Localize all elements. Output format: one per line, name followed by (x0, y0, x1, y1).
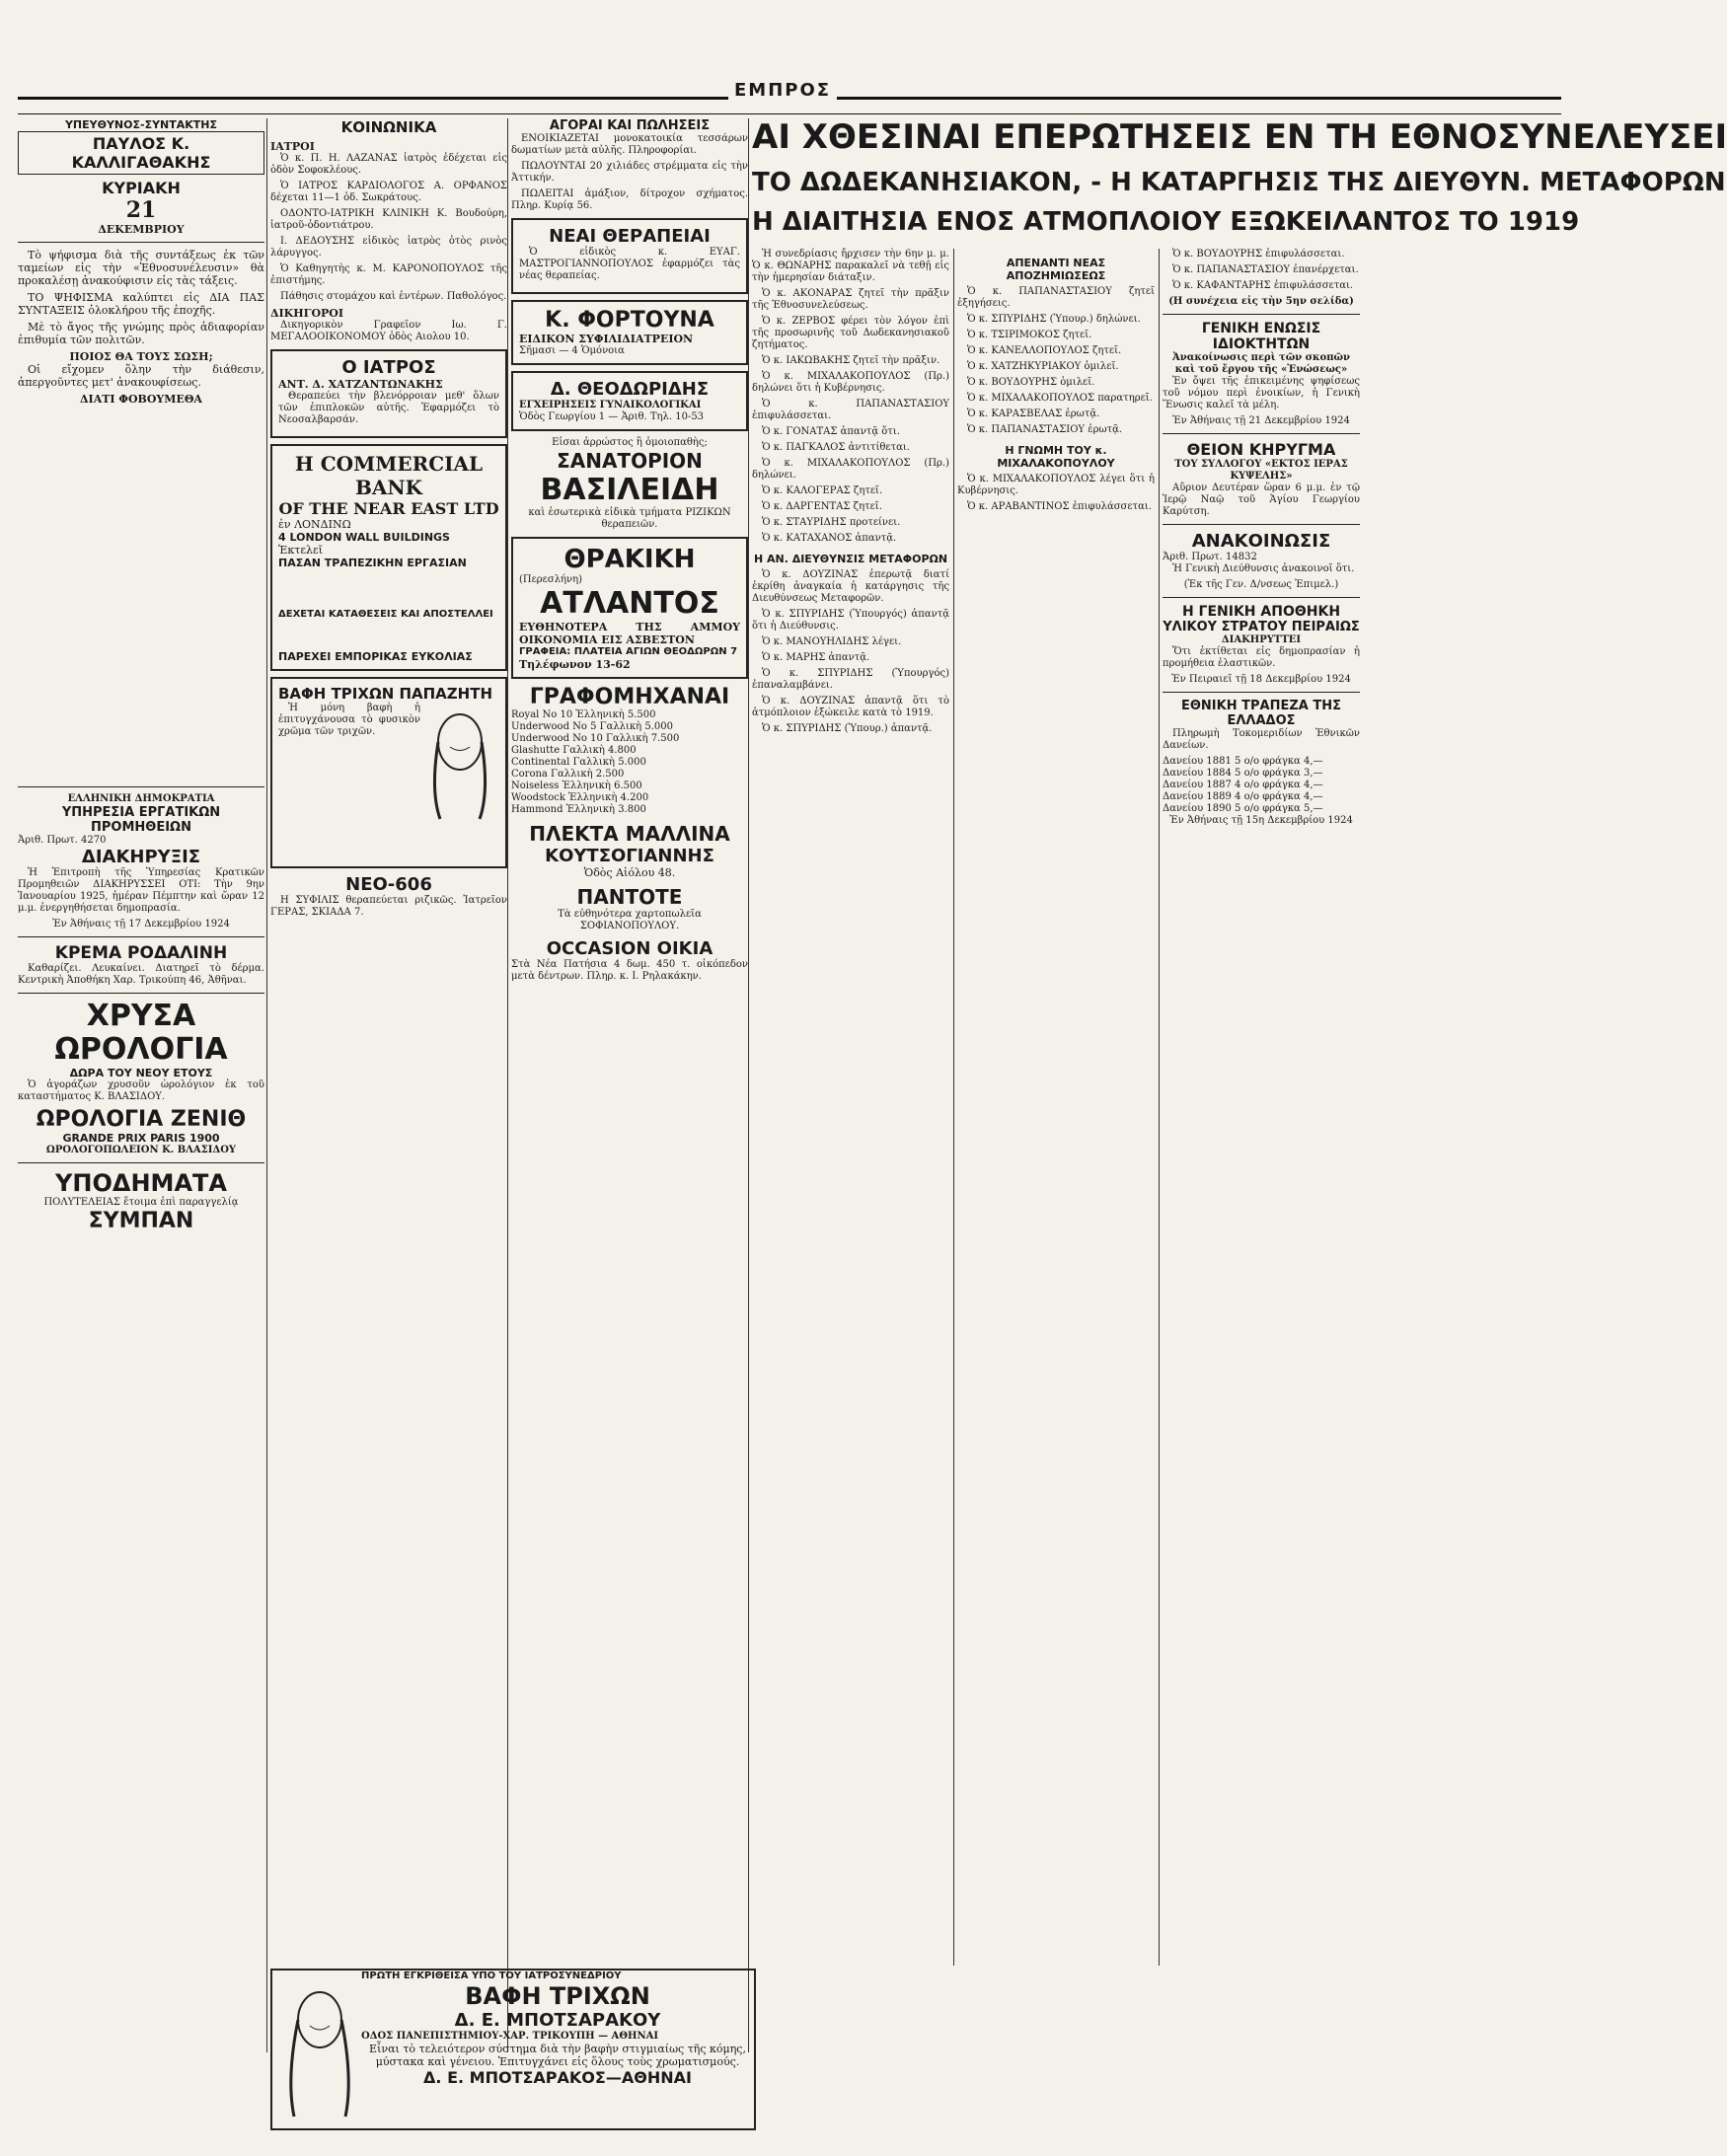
news-paragraph: Ὁ κ. ΑΡΑΒΑΝΤΙΝΟΣ ἐπιφυλάσσεται. (967, 501, 1152, 512)
sanatorium-body: καὶ ἐσωτερικὰ εἰδικὰ τμήματα ΡΙΖΙΚΩΝ θεραπειῶν. (528, 507, 731, 530)
section-doctors: ΙΑΤΡΟΙ (270, 140, 315, 153)
army-depot-heading: ΔΙΑΚΗΡΥΤΤΕΙ (1221, 634, 1302, 645)
news-paragraph: Ὁ κ. ΑΚΟΝΑΡΑΣ ζητεῖ τὴν πρᾶξιν τῆς Ἐθνοσυνελεύσεως. (752, 288, 949, 311)
bottom-ad-address: ΟΔΟΣ ΠΑΝΕΠΙΣΤΗΜΙΟΥ-ΧΑΡ. ΤΡΙΚΟΥΠΗ — ΑΘΗΝΑΙ (361, 2031, 659, 2042)
hair-dye-title: ΒΑΦΗ ΤΡΙΧΩΝ ΠΑΠΑΖΗΤΗ (278, 685, 493, 703)
bottom-ad-title: ΒΑΦΗ ΤΡΙΧΩΝ (465, 1982, 650, 2010)
col1-paragraph: Μὲ τὸ ἄγος τῆς γνώμης πρὸς ἀδιαφορίαν ἐπιθυμία τῶν πολιτῶν. (18, 321, 264, 346)
doctor-entry: Πάθησις στομάχου καὶ ἐντέρων. Παθολόγος. (280, 291, 507, 302)
news-column-1 (752, 249, 949, 739)
national-bank-body: Πληρωμὴ Τοκομεριδίων Ἐθνικῶν Δανείων. (1163, 728, 1360, 751)
news-paragraph: Ὁ κ. ΜΙΧΑΛΑΚΟΠΟΥΛΟΣ (Πρ.) δηλώνει ὅτι ἡ Κυβέρνησις. (752, 371, 949, 394)
typewriters-list (511, 709, 748, 816)
news-paragraph: Ὁ κ. ΣΠΥΡΙΔΗΣ (Ὑπουργός) ἐπαναλαμβάνει. (752, 668, 949, 691)
news-paragraph: Ὁ κ. ΧΑΤΖΗΚΥΡΙΑΚΟΥ ὁμιλεῖ. (967, 361, 1119, 372)
news-paragraph: Ὁ κ. ΓΟΝΑΤΑΣ ἀπαντᾷ ὅτι. (762, 426, 900, 437)
neo606-body: Η ΣΥΦΙΛΙΣ θεραπεύεται ριζικῶς. Ἰατρεῖον ΓΕΡΑΣ, ΣΚΙΑΔΑ 7. (270, 895, 507, 918)
union-body: Ἐν ὄψει τῆς ἐπικειμένης ψηφίσεως τοῦ νόμου περὶ ἐνοικίων, ἡ Γενικὴ Ἕνωσις καλεῖ τὰ μέλη. (1163, 376, 1360, 410)
bank-city: ἐν ΛΟΝΔΙΝΩ (278, 518, 351, 531)
bottom-ad-name: Δ. Ε. ΜΠΟΤΣΑΡΑΚΟΥ (454, 2010, 661, 2031)
col1-question: ΔΙΑΤΙ ΦΟΒΟΥΜΕΘΑ (80, 393, 202, 406)
date-number: 21 (125, 197, 157, 223)
bank-row: Δανείου 1889 4 ο/ο φράγκα 4,— (1163, 791, 1323, 802)
doctor-entry: ΟΔΟΝΤΟ-ΙΑΤΡΙΚΗ ΚΛΙΝΙΚΗ Κ. Βουδούρη, ἰατροῦ-ὀδοντιάτρου. (270, 208, 507, 231)
news-paragraph: Ὁ κ. ΒΟΥΔΟΥΡΗΣ ὁμιλεῖ. (967, 377, 1095, 388)
news-paragraph: Ὁ κ. ΣΤΑΥΡΙΔΗΣ προτείνει. (762, 517, 901, 528)
bank-row: Δανείου 1884 5 ο/ο φράγκα 3,— (1163, 768, 1323, 779)
section-markets: ΑΓΟΡΑΙ ΚΑΙ ΠΩΛΗΣΕΙΣ (549, 118, 711, 133)
column-1 (18, 118, 264, 1233)
thraki-title: ΘΡΑΚΙΚΗ (563, 545, 696, 574)
section-social: ΚΟΙΝΩΝΙΚΑ (340, 118, 437, 136)
news-paragraph: Ὁ κ. ΠΑΠΑΝΑΣΤΑΣΙΟΥ ἐπανέρχεται. (1172, 264, 1359, 275)
watch-ad-title: ΧΡΥΣΑ ΩΡΟΛΟΓΙΑ (54, 999, 228, 1067)
woman-portrait-icon (280, 1980, 359, 2119)
news-column-3 (1163, 249, 1360, 827)
army-depot-title: Η ΓΕΝΙΚΗ ΑΠΟΘΗΚΗ (1181, 604, 1341, 620)
sermon-body: Αὔριον Δευτέραν ὥραν 6 μ.μ. ἐν τῷ Ἱερῷ Ναῷ τοῦ Ἁγίου Γεωργίου Καρύτση. (1163, 483, 1360, 517)
column-3 (511, 118, 748, 983)
news-paragraph: Ὁ κ. ΚΑΦΑΝΤΑΡΗΣ ἐπιφυλάσσεται. (1172, 280, 1354, 291)
bank-row: Δανείου 1881 5 ο/ο φράγκα 4,— (1163, 756, 1323, 767)
typewriter-row: Underwood No 5 Γαλλικὴ 5.000 (511, 721, 673, 732)
bank-row: Δανείου 1887 4 ο/ο φράγκα 4,— (1163, 780, 1323, 790)
sanatorium-title: ΣΑΝΑΤΟΡΙΟΝ (557, 449, 703, 473)
zenith-shop: ΩΡΟΛΟΓΟΠΩΛΕΙΟΝ Κ. ΒΛΑΣΙΔΟΥ (45, 1145, 237, 1155)
bank-name-line2: OF THE NEAR EAST LTD (278, 499, 499, 518)
bottom-ad-footer: Δ. Ε. ΜΠΟΤΣΑΡΑΚΟΣ—ΑΘΗΝΑΙ (423, 2068, 692, 2087)
market-entry: ΠΩΛΟΥΝΤΑΙ 20 χιλιάδες στρέμματα εἰς τὴν Ἀττικήν. (511, 161, 748, 184)
editor-label: ΥΠΕΥΘΥΝΟΣ-ΣΥΝΤΑΚΤΗΣ (64, 118, 218, 131)
news-paragraph: Ὁ κ. ΜΙΧΑΛΑΚΟΠΟΥΛΟΣ λέγει ὅτι ἡ Κυβέρνησις. (957, 474, 1155, 496)
thraki-office: ΓΡΑΦΕΙΑ: ΠΛΑΤΕΙΑ ΑΓΙΩΝ ΘΕΟΔΩΡΩΝ 7 (519, 646, 738, 657)
bank-executes: Ἐκτελεῖ (278, 544, 324, 557)
typewriter-row: Glashutte Γαλλικὴ 4.800 (511, 745, 637, 756)
bank-address: 4 LONDON WALL BUILDINGS (278, 531, 450, 544)
union-date: Ἐν Ἀθήναις τῇ 21 Δεκεμβρίου 1924 (1172, 415, 1350, 426)
theodoridis-ad-box (511, 371, 748, 431)
news-paragraph: Ὁ κ. ΚΑΛΟΓΕΡΑΣ ζητεῖ. (762, 485, 883, 496)
doctor-ad-title: Ο ΙΑΤΡΟΣ (341, 357, 436, 378)
news-column-2 (957, 249, 1155, 517)
thraki-ad-box (511, 537, 748, 679)
news-paragraph: Ὁ κ. ΠΑΓΚΑΛΟΣ ἀντιτίθεται. (762, 442, 910, 453)
col1-filler-text (18, 406, 264, 781)
news-paragraph: Ὁ κ. ΤΣΙΡΙΜΟΚΟΣ ζητεῖ. (967, 330, 1092, 340)
knitwear-title: ΠΛΕΚΤΑ ΜΑΛΛΙΝΑ (529, 822, 730, 846)
army-depot-subtitle: ΥΛΙΚΟΥ ΣΤΡΑΤΟΥ ΠΕΙΡΑΙΩΣ (1163, 620, 1360, 634)
hair-dye-body: Ἡ μόνη βαφὴ ἡ ἐπιτυγχάνουσα τὸ φυσικὸν χρῶμα τῶν τριχῶν. (278, 703, 420, 737)
therapy-title: ΝΕΑΙ ΘΕΡΑΠΕΙΑΙ (549, 226, 711, 247)
news-paragraph: Ὁ κ. ΣΠΥΡΙΔΗΣ (Ὑπουρ.) δηλώνει. (967, 314, 1141, 325)
pantote-body: Τὰ εὐθηνότερα χαρτοπωλεῖα ΣΟΦΙΑΝΟΠΟΥΛΟΥ. (558, 909, 702, 931)
news-subheading: ΑΠΕΝΑΝΤΙ ΝΕΑΣ ΑΠΟΖΗΜΙΩΣΕΩΣ (1006, 257, 1106, 282)
theodoridis-service: ΕΓΧΕΙΡΗΣΕΙΣ ΓΥΝΑΙΚΟΛΟΓΙΚΑΙ (519, 400, 702, 410)
bottom-hair-dye-ad (270, 1969, 756, 2130)
market-entry: ΕΝΟΙΚΙΑΖΕΤΑΙ μονοκατοικία τεσσάρων δωματίων μετὰ αὐλῆς. Πληροφορίαι. (511, 133, 748, 156)
section-lawyers: ΔΙΚΗΓΟΡΟΙ (270, 307, 344, 320)
fortouna-name: Κ. ΦΟΡΤΟΥΝΑ (545, 308, 714, 333)
headline-main: ΑΙ ΧΘΕΣΙΝΑΙ ΕΠΕΡΩΤΗΣΕΙΣ ΕΝ ΤΗ ΕΘΝΟΣΥΝΕΛΕΥΣΕΙ (752, 117, 1727, 157)
thraki-atlantos: ΑΤΛΑΝΤΟΣ (540, 586, 719, 621)
shoes-shop: ΣΥΜΠΑΝ (88, 1209, 194, 1233)
news-paragraph: Ὁ κ. ΚΑΝΕΛΛΟΠΟΥΛΟΣ ζητεῖ. (967, 345, 1122, 356)
theodoridis-address: Ὁδὸς Γεωργίου 1 — Ἀριθ. Τηλ. 10-53 (519, 411, 705, 422)
notice-date: Ἐν Ἀθήναις τῇ 17 Δεκεμβρίου 1924 (52, 919, 230, 929)
typewriter-row: Continental Γαλλικὴ 5.000 (511, 757, 646, 768)
bank-facilities: ΠΑΡΕΧΕΙ ΕΜΠΟΡΙΚΑΣ ΕΥΚΟΛΙΑΣ (278, 650, 473, 663)
announcement-title: ΑΝΑΚΟΙΝΩΣΙΣ (1191, 531, 1331, 552)
news-subheading: Η ΓΝΩΜΗ ΤΟΥ κ. ΜΙΧΑΛΑΚΟΠΟΥΛΟΥ (997, 444, 1115, 470)
announcement-body: Ἡ Γενικὴ Διεύθυνσις ἀνακοινοῖ ὅτι. (1172, 563, 1355, 574)
thraki-tel: Τηλέφωνον 13-62 (519, 658, 631, 671)
doctor-ad-name: ΑΝΤ. Δ. ΧΑΤΖΑΝΤΩΝΑΚΗΣ (278, 378, 443, 391)
notice-ref: Ἀριθ. Πρωτ. 4270 (18, 835, 107, 846)
bottom-ad-body: Εἶναι τὸ τελειότερον σύστημα διὰ τὴν βαφὴν στιγμιαίως τῆς κόμης, μύστακα καὶ γένειου. Ἐπιτυγχάνει εἰς ὅλους τοὺς χρωματισμούς. (369, 2043, 746, 2068)
shoes-title: ΥΠΟΔΗΜΑΤΑ (55, 1169, 227, 1197)
news-paragraph: Ὁ κ. ΣΠΥΡΙΔΗΣ (Ὑπουρ.) ἀπαντᾷ. (762, 723, 933, 734)
knitwear-address: Ὁδὸς Αἰόλου 48. (583, 866, 676, 879)
newspaper-page (18, 20, 1727, 2141)
thraki-sub: (Περεσλήνη) (519, 574, 582, 585)
news-paragraph: Ὁ κ. ΔΑΡΓΕΝΤΑΣ ζητεῖ. (762, 501, 882, 512)
union-subtitle: Ἀνακοίνωσις περὶ τῶν σκοπῶν καὶ τοῦ ἔργου τῆς «Ἑνώσεως» (1172, 352, 1350, 375)
bottom-ad-pretitle: ΠΡΩΤΗ ΕΓΚΡΙΘΕΙΣΑ ΥΠΟ ΤΟΥ ΙΑΤΡΟΣΥΝΕΔΡΙΟΥ (361, 1970, 622, 1981)
masthead-rule (18, 80, 1561, 114)
union-title: ΓΕΝΙΚΗ ΕΝΩΣΙΣ ΙΔΙΟΚΤΗΤΩΝ (1201, 321, 1321, 352)
army-depot-date: Ἐν Πειραιεῖ τῇ 18 Δεκεμβρίου 1924 (1171, 674, 1351, 685)
col1-paragraph: ΤΟ ΨΗΦΙΣΜΑ καλύπτει εἰς ΔΙΑ ΠΑΣ ΣΥΝΤΑΞΕΙΣ ὁλοκλήρου τῆς ἐποχῆς. (18, 291, 264, 317)
sermon-subtitle: ΤΟΥ ΣΥΛΛΟΓΟΥ «ΕΚΤΟΣ ΙΕΡΑΣ ΚΥΨΕΛΗΣ» (1174, 459, 1348, 482)
typewriter-row: Corona Γαλλικὴ 2.500 (511, 769, 625, 780)
typewriter-row: Noiseless Ἑλληνικὴ 6.500 (511, 781, 642, 791)
market-entry: ΠΩΛΕΙΤΑΙ ἁμάξιον, δίτροχον σχήματος. Πληρ. Κυρίᾳ 56. (511, 188, 748, 211)
news-paragraph: Ὁ κ. ΜΙΧΑΛΑΚΟΠΟΥΛΟΣ (Πρ.) δηλώνει. (752, 458, 949, 481)
bank-row: Δανείου 1890 5 ο/ο φράγκα 5,— (1163, 803, 1323, 814)
announcement-source: (Ἐκ τῆς Γεν. Δ/νσεως Ἐπιμελ.) (1183, 579, 1339, 590)
thraki-body: ΕΥΘΗΝΟΤΕΡΑ ΤΗΣ ΑΜΜΟΥ ΟΙΚΟΝΟΜΙΑ ΕΙΣ ΑΣΒΕΣΤΟΝ (519, 621, 740, 646)
watch-ad-body: Ὁ ἀγοράζων χρυσοῦν ὡρολόγιον ἐκ τοῦ καταστήματος Κ. ΒΛΑΣΙΔΟΥ. (18, 1079, 264, 1102)
national-bank-date: Ἐν Ἀθήναις τῇ 15η Δεκεμβρίου 1924 (1169, 815, 1353, 826)
news-subheading: Η ΑΝ. ΔΙΕΥΘΥΝΣΙΣ ΜΕΤΑΦΟΡΩΝ (753, 553, 948, 565)
news-paragraph: Ὁ κ. ΜΙΧΑΛΑΚΟΠΟΥΛΟΣ παρατηρεῖ. (967, 393, 1153, 404)
occasion-body: Στὰ Νέα Πατήσια 4 δωμ. 450 τ. οἰκόπεδον μετὰ δέντρων. Πληρ. κ. Ι. Ρηλακάκην. (511, 959, 748, 982)
doctor-entry: Ὁ ΙΑΤΡΟΣ ΚΑΡΔΙΟΛΟΓΟΣ Α. ΟΡΦΑΝΟΣ δέχεται 11—1 ὁδ. Σωκράτους. (270, 181, 507, 203)
news-paragraph: Ὁ κ. ΔΟΥΖΙΝΑΣ ἐπερωτᾷ διατί ἐκρίθη ἀναγκαία ἡ κατάργησις τῆς Διευθύνσεως Μεταφορῶν. (752, 569, 949, 604)
news-paragraph: Ὁ κ. ΚΑΡΑΣΒΕΛΑΣ ἐρωτᾷ. (967, 409, 1100, 419)
fortouna-ad-box (511, 300, 748, 365)
masthead-name: ΕΜΠΡΟΣ (728, 80, 837, 101)
news-paragraph: Ὁ κ. ΚΑΤΑΧΑΝΟΣ ἀπαντᾷ. (762, 533, 897, 544)
typewriters-title: ΓΡΑΦΟΜΗΧΑΝΑΙ (529, 685, 730, 709)
col1-question: ΠΟΙΟΣ ΘΑ ΤΟΥΣ ΣΩΣΗ; (69, 350, 213, 363)
bank-ad-box (270, 444, 507, 671)
col1-paragraph: Οἱ εἴχομεν ὅλην τὴν διάθεσιν, ἀπεργοῦντες μετ' ἀνακουφίσεως. (18, 363, 264, 389)
doctor-entry: Ὁ Καθηγητὴς κ. Μ. ΚΑΡΟΝΟΠΟΥΛΟΣ τῆς ἐπιστήμης. (270, 263, 507, 286)
headline-sub-1: ΤΟ ΔΩΔΕΚΑΝΗΣΙΑΚΟΝ, - Η ΚΑΤΑΡΓΗΣΙΣ ΤΗΣ ΔΙΕΥΘΥΝ. ΜΕΤΑΦΟΡΩΝ (752, 168, 1726, 197)
army-depot-body: Ὅτι ἐκτίθεται εἰς δημοπρασίαν ἡ προμήθεια ἐλαστικῶν. (1163, 646, 1360, 669)
notice-heading: ΔΙΑΚΗΡΥΞΙΣ (81, 847, 201, 867)
news-paragraph: Ἡ συνεδρίασις ἤρχισεν τὴν 6ην μ. μ. Ὁ κ. ΘΩΝΑΡΗΣ παρακαλεῖ νὰ τεθῇ εἰς τὴν ἡμερησίαν διάταξιν. (752, 249, 949, 283)
knitwear-name: ΚΟΥΤΣΟΓΙΑΝΝΗΣ (545, 846, 714, 866)
theodoridis-name: Δ. ΘΕΟΔΩΡΙΔΗΣ (550, 379, 710, 400)
woman-portrait-icon (420, 703, 499, 821)
typewriter-row: Underwood No 10 Γαλλικὴ 7.500 (511, 733, 680, 744)
news-paragraph: Ὁ κ. ΖΕΡΒΟΣ φέρει τὸν λόγον ἐπὶ τῆς προσωρινῆς τοῦ Δωδεκανησιακοῦ ζητήματος. (752, 316, 949, 350)
news-paragraph: Ὁ κ. ΠΑΠΑΝΑΣΤΑΣΙΟΥ ζητεῖ ἐξηγήσεις. (957, 286, 1155, 309)
cream-ad-body: Καθαρίζει. Λευκαίνει. Διατηρεῖ τὸ δέρμα. Κεντρικὴ Ἀποθήκη Χαρ. Τρικούπη 46, Ἀθῆναι. (18, 963, 264, 986)
fortouna-clinic: ΕΙΔΙΚΟΝ ΣΥΦΙΛΙΔΙΑΤΡΕΙΟΝ (519, 333, 694, 345)
day-label: ΚΥΡΙΑΚΗ (102, 179, 181, 197)
zenith-title: ΩΡΟΛΟΓΙΑ ΖΕΝΙΘ (36, 1107, 247, 1132)
month-label: ΔΕΚΕΜΒΡΙΟΥ (98, 223, 185, 236)
announcement-ref: Ἀριθ. Πρωτ. 14832 (1163, 552, 1257, 562)
hair-dye-ad-box (270, 677, 507, 868)
notice-state: ΕΛΛΗΝΙΚΗ ΔΗΜΟΚΡΑΤΙΑ (67, 793, 215, 804)
typewriter-row: Woodstock Ἑλληνικὴ 4.200 (511, 792, 649, 803)
news-paragraph: Ὁ κ. ΒΟΥΔΟΥΡΗΣ ἐπιφυλάσσεται. (1172, 249, 1345, 260)
news-paragraph: Ὁ κ. ΠΑΠΑΝΑΣΤΑΣΙΟΥ ἐρωτᾷ. (967, 424, 1123, 435)
fortouna-address: Σῆμασι — 4 Ὁμόνοια (519, 345, 625, 356)
shoes-body: ΠΟΛΥΤΕΛΕΙΑΣ ἕτοιμα ἐπὶ παραγγελίᾳ (43, 1197, 239, 1208)
pantote-title: ΠΑΝΤΟΤΕ (576, 885, 683, 909)
col1-paragraph: Τὸ ψήφισμα διὰ τῆς συντάξεως ἐκ τῶν ταμείων εἰς τὴν «Ἐθνοσυνέλευσιν» θὰ προκαλέσῃ ἀνακούφισιν εἰς τὰς τάξεις. (18, 249, 264, 287)
sanatorium-intro: Εἰσαι ἀρρώστος ἢ ὁμοιοπαθὴς; (552, 437, 708, 448)
doctor-ad-box (270, 349, 507, 438)
doctor-entry: Ὁ κ. Π. Η. ΛΑΖΑΝΑΣ ἰατρὸς ἐδέχεται εἰς ὁδὸν Σοφοκλέους. (270, 153, 507, 176)
neo606-title: ΝΕΟ-606 (345, 874, 432, 895)
news-paragraph: Ὁ κ. ΙΑΚΩΒΑΚΗΣ ζητεῖ τὴν πρᾶξιν. (762, 355, 940, 366)
zenith-prize: GRANDE PRIX PARIS 1900 (62, 1132, 220, 1145)
editor-name: ΠΑΥΛΟΣ Κ. ΚΑΛΛΙΓΑΘΑΚΗΣ (18, 131, 264, 175)
headline-sub-2: Η ΔΙΑΙΤΗΣΙΑ ΕΝΟΣ ΑΤΜΟΠΛΟΙΟΥ ΕΞΩΚΕΙΛΑΝΤΟΣ ΤΟ 1919 (752, 207, 1580, 237)
notice-service: ΥΠΗΡΕΣΙΑ ΕΡΓΑΤΙΚΩΝ ΠΡΟΜΗΘΕΙΩΝ (61, 805, 221, 835)
column-2 (270, 118, 507, 923)
occasion-title: OCCASION ΟΙΚΙΑ (546, 938, 713, 959)
bank-deposits: ΔΕΧΕΤΑΙ ΚΑΤΑΘΕΣΕΙΣ ΚΑΙ ΑΠΟΣΤΕΛΛΕΙ (278, 609, 493, 620)
notice-body: Ἡ Ἐπιτροπὴ τῆς Ὑπηρεσίας Κρατικῶν Προμηθειῶν ΔΙΑΚΗΡΥΣΣΕΙ ΟΤΙ: Τὴν 9ην Ἰανουαρίου 1925, ἡμέραν Πέμπτην καὶ ὥραν 12 μ.μ. ἐνεργηθήσεται δημοπρασία. (18, 867, 264, 914)
sanatorium-name: ΒΑΣΙΛΕΙΔΗ (540, 473, 719, 507)
doctor-entry: Ι. ΔΕΔΟΥΣΗΣ εἰδικὸς ἰατρὸς ὀτὸς ρινὸς λάρυγγος. (270, 236, 507, 259)
national-bank-title: ΕΘΝΙΚΗ ΤΡΑΠΕΖΑ ΤΗΣ ΕΛΛΑΔΟΣ (1181, 699, 1341, 728)
typewriter-row: Royal No 10 Ἑλληνικὴ 5.500 (511, 709, 656, 720)
bank-services: ΠΑΣΑΝ ΤΡΑΠΕΖΙΚΗΝ ΕΡΓΑΣΙΑΝ (278, 557, 467, 569)
bank-name: Η COMMERCIAL BANK (294, 452, 484, 499)
watch-ad-subtitle: ΔΩΡΑ ΤΟΥ ΝΕΟΥ ΕΤΟΥΣ (69, 1067, 213, 1079)
news-paragraph: Ὁ κ. ΠΑΠΑΝΑΣΤΑΣΙΟΥ ἐπιφυλάσσεται. (752, 399, 949, 421)
therapy-body: Ὁ εἰδικὸς κ. ΕΥΑΓ. ΜΑΣΤΡΟΓΙΑΝΝΟΠΟΥΛΟΣ ἐφαρμόζει τὰς νέας θεραπείας. (519, 247, 740, 281)
continued-note: (Η συνέχεια εἰς τὴν 5ην σελίδα) (1168, 296, 1354, 307)
typewriter-row: Hammond Ἑλληνικὴ 3.800 (511, 804, 646, 815)
doctor-ad-body: Θεραπεύει τὴν βλενόρροιαν μεθ' ὅλων τῶν ἐπιπλοκῶν αὐτῆς. Ἐφαρμόζει τὸ Νεοσαλβαρσάν. (278, 391, 499, 425)
lawyer-entry: Δικηγορικὸν Γραφεῖον Ιω. Γ. ΜΕΓΑΛΟΟΙΚΟΝΟΜΟΥ ὁδὸς Αιολου 10. (270, 320, 507, 342)
news-paragraph: Ὁ κ. ΜΑΡΗΣ ἀπαντᾷ. (762, 652, 870, 663)
sermon-title: ΘΕΙΟΝ ΚΗΡΥΓΜΑ (1186, 440, 1336, 459)
cream-ad-title: ΚΡΕΜΑ ΡΟΔΑΛΙΝΗ (54, 943, 228, 963)
news-paragraph: Ὁ κ. ΣΠΥΡΙΔΗΣ (Ὑπουργός) ἀπαντᾷ ὅτι ἡ Διεύθυνσις. (752, 609, 949, 632)
therapy-ad-box (511, 218, 748, 294)
news-paragraph: Ὁ κ. ΜΑΝΟΥΗΛΙΔΗΣ λέγει. (762, 636, 902, 647)
news-paragraph: Ὁ κ. ΔΟΥΖΙΝΑΣ ἀπαντᾷ ὅτι τὸ ἀτμόπλοιον ἐξώκειλε κατὰ τὸ 1919. (752, 696, 949, 718)
